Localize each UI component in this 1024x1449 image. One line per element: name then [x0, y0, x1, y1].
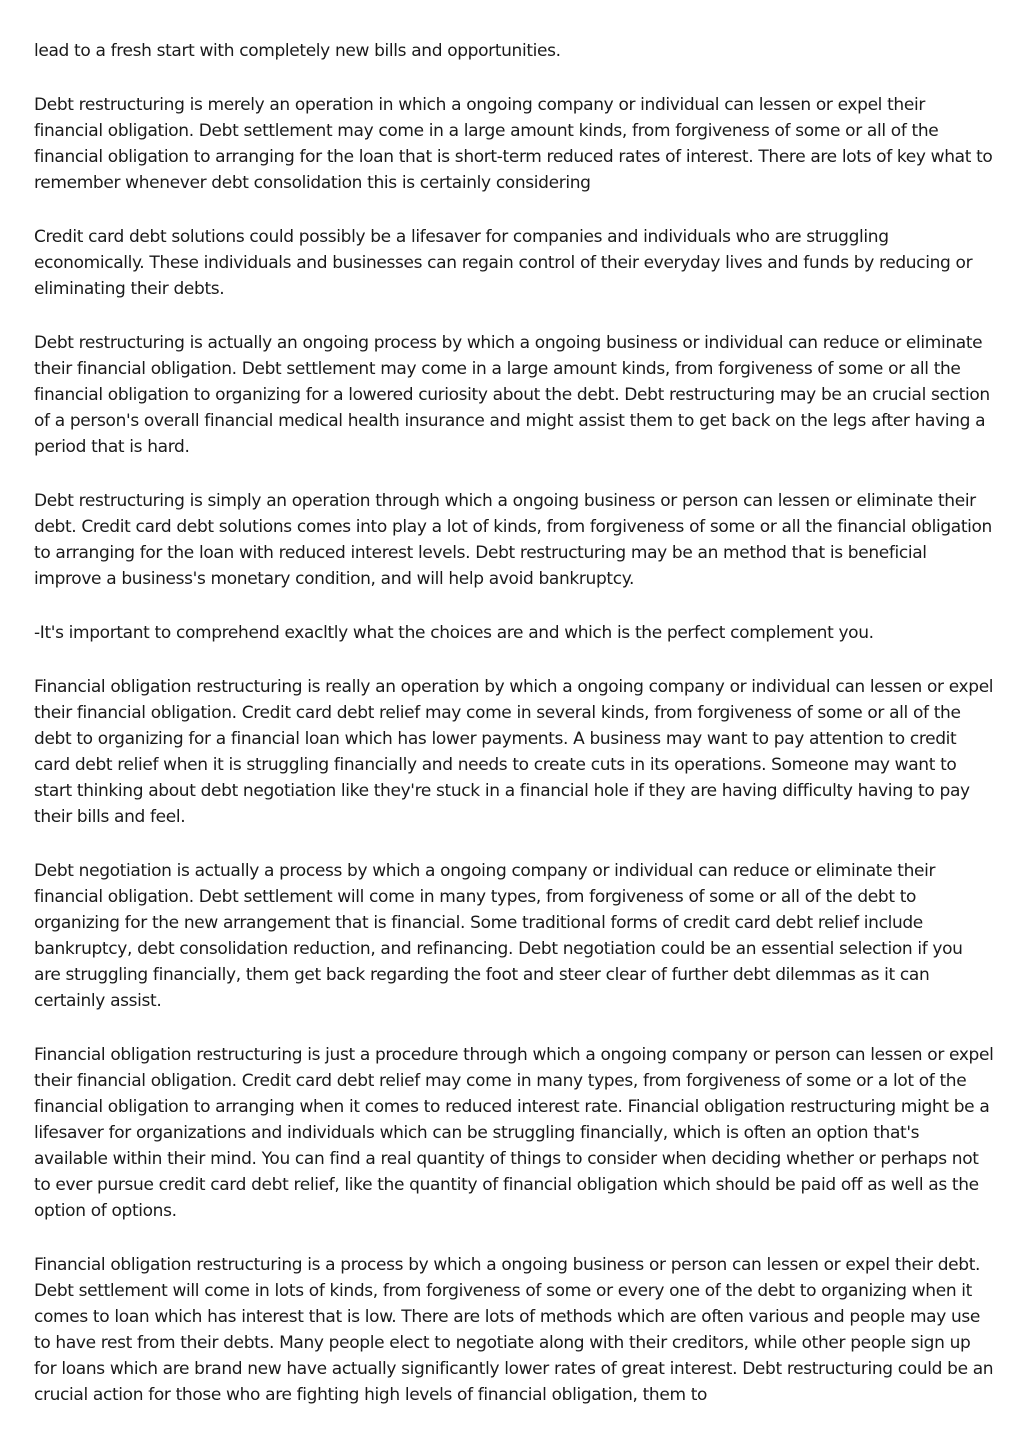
paragraph: Debt restructuring is simply an operation through which a ongoing business or person can lessen or eliminate their debt. Credit card debt solutions comes into play a lot of kinds, from forgiveness of some or all the financial obligation to arranging for the loan with reduced interest levels. Debt restructuring may be an method that is beneficial improve a business's monetary condition, and will help avoid bankruptcy.	[34, 491, 992, 589]
paragraph: lead to a fresh start with completely new bills and opportunities.	[34, 41, 561, 61]
paragraph: Financial obligation restructuring is really an operation by which a ongoing company or individual can lessen or expel their financial obligation. Credit card debt relief may come in several kinds, from forgiveness of some or all of the debt to organizing for a financial loan which has lower payments. A business may want to pay attention to credit card debt relief when it is struggling financially and needs to create cuts in its operations. Someone may want to start thinking about debt negotiation like they're stuck in a financial hole if they are having difficulty having to pay their bills and feel.	[34, 677, 994, 827]
paragraph: Credit card debt solutions could possibly be a lifesaver for companies and individuals who are struggling economically. These individuals and businesses can regain control of their everyday lives and funds by reducing or eliminating their debts.	[34, 227, 973, 299]
paragraph: Financial obligation restructuring is just a procedure through which a ongoing company or person can lessen or expel their financial obligation. Credit card debt relief may come in many types, from forgiveness of some or a lot of the financial obligation to arranging when it comes to reduced interest rate. Financial obligation restructuring might be a lifesaver for organizations and individuals which can be struggling financially, which is often an option that's available within their mind. You can find a real quantity of things to consider when deciding whether or perhaps not to ever pursue credit card debt relief, like the quantity of financial obligation which should be paid off as well as the option of options.	[34, 1045, 994, 1221]
document-body	[34, 38, 994, 1436]
paragraph: Financial obligation restructuring is a process by which a ongoing business or person can lessen or expel their debt. Debt settlement will come in lots of kinds, from forgiveness of some or every one of the debt to organizing when it comes to loan which has interest that is low. There are lots of methods which are often various and people may use to have rest from their debts. Many people elect to negotiate along with their creditors, while other people sign up for loans which are brand new have actually significantly lower rates of great interest. Debt restructuring could be an crucial action for those who are fighting high levels of financial obligation, them to	[34, 1255, 994, 1405]
paragraph: Debt restructuring is actually an ongoing process by which a ongoing business or individual can reduce or eliminate their financial obligation. Debt settlement may come in a large amount kinds, from forgiveness of some or all the financial obligation to organizing for a lowered curiosity about the debt. Debt restructuring may be an crucial section of a person's overall financial medical health insurance and might assist them to get back on the legs after having a period that is hard.	[34, 333, 990, 457]
paragraph: Debt negotiation is actually a process by which a ongoing company or individual can reduce or eliminate their financial obligation. Debt settlement will come in many types, from forgiveness of some or all of the debt to organizing for the new arrangement that is financial. Some traditional forms of credit card debt relief include bankruptcy, debt consolidation reduction, and refinancing. Debt negotiation could be an essential selection if you are struggling financially, them get back regarding the foot and steer clear of further debt dilemmas as it can certainly assist.	[34, 861, 963, 1011]
paragraph: -It's important to comprehend exacltly what the choices are and which is the perfect complement you.	[34, 623, 874, 643]
paragraph: Debt restructuring is merely an operation in which a ongoing company or individual can lessen or expel their financial obligation. Debt settlement may come in a large amount kinds, from forgiveness of some or all of the financial obligation to arranging for the loan that is short-term reduced rates of interest. There are lots of key what to remember whenever debt consolidation this is certainly considering	[34, 95, 993, 193]
